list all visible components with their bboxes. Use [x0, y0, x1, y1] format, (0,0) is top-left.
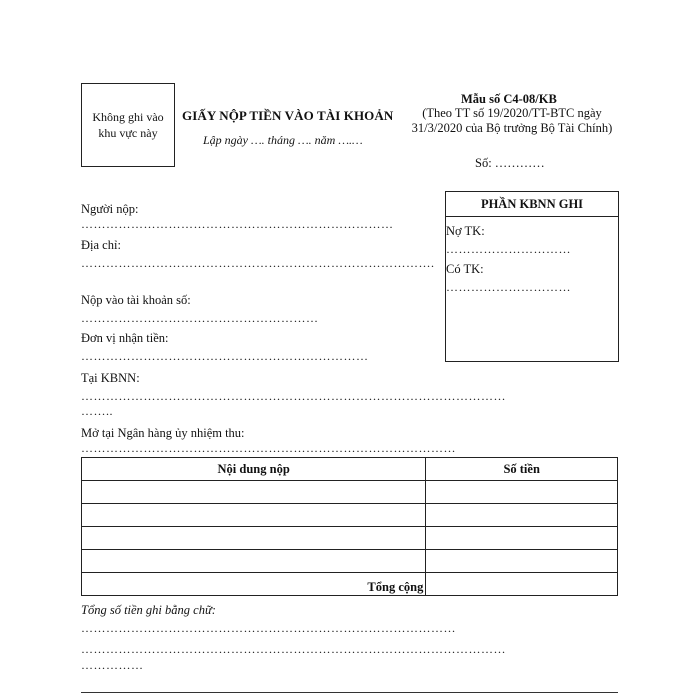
- total-amount-cell[interactable]: [426, 573, 618, 596]
- amount-cell[interactable]: [426, 504, 618, 527]
- amount-cell[interactable]: [426, 550, 618, 573]
- column-header-content: Nội dung nộp: [82, 458, 426, 481]
- content-cell[interactable]: [82, 481, 426, 504]
- bank-label: Mở tại Ngân hàng ủy nhiệm thu:: [81, 426, 245, 440]
- address-label: Địa chỉ:: [81, 238, 121, 252]
- date-line: Lập ngày …. tháng …. năm ….…: [203, 133, 363, 147]
- payer-field[interactable]: …………………………………………………………………: [81, 217, 394, 231]
- bank-field[interactable]: ………………………………………………………………………………: [81, 441, 456, 455]
- address-field[interactable]: ………………………………………………………………………….: [81, 256, 435, 270]
- document-title: GIẤY NỘP TIỀN VÀO TÀI KHOẢN: [182, 108, 394, 123]
- treasury-field[interactable]: …………………………………………………………………………………………: [81, 389, 506, 403]
- content-cell[interactable]: [82, 527, 426, 550]
- treasury-label: Tại KBNN:: [81, 371, 140, 385]
- table-row: [82, 481, 618, 504]
- amount-cell[interactable]: [426, 481, 618, 504]
- form-code: Mẫu số C4-08/KB: [461, 92, 557, 106]
- decree-reference: (Theo TT số 19/2020/TT-BTC ngày 31/3/2020 của Bộ trưởng Bộ Tài Chính): [411, 106, 613, 135]
- content-cell[interactable]: [82, 550, 426, 573]
- treasury-field-continued[interactable]: ……..: [81, 404, 113, 418]
- payment-table: [81, 457, 618, 596]
- table-row: [82, 504, 618, 527]
- no-write-area-box: [81, 83, 175, 167]
- amount-in-words-field[interactable]: ………………………………………………………………………………: [81, 621, 456, 635]
- credit-account-label: Có TK:: [446, 262, 484, 276]
- total-label: Tổng cộng: [82, 573, 426, 596]
- payer-label: Người nộp:: [81, 202, 139, 216]
- amount-in-words-label: Tổng số tiền ghi bằng chữ:: [81, 603, 216, 617]
- column-header-amount: Số tiền: [426, 458, 618, 481]
- bottom-divider: [81, 692, 618, 693]
- kbnn-section-heading: PHẦN KBNN GHI: [446, 192, 618, 217]
- credit-account-field[interactable]: …………………………: [446, 280, 571, 294]
- debit-account-field[interactable]: …………………………: [446, 242, 571, 256]
- account-field[interactable]: …………………………………………………: [81, 311, 319, 325]
- content-cell[interactable]: [82, 504, 426, 527]
- total-row: [82, 573, 618, 596]
- amount-in-words-field-3[interactable]: ……………: [81, 658, 144, 672]
- no-write-area-text: Không ghi vào khu vực này: [92, 110, 164, 140]
- amount-in-words-field-2[interactable]: …………………………………………………………………………………………: [81, 642, 506, 656]
- account-label: Nộp vào tài khoản số:: [81, 293, 191, 307]
- table-header-row: [82, 458, 618, 481]
- amount-cell[interactable]: [426, 527, 618, 550]
- document-number: Số: …………: [475, 156, 545, 170]
- recipient-label: Đơn vị nhận tiền:: [81, 331, 169, 345]
- debit-account-label: Nợ TK:: [446, 224, 485, 238]
- table-row: [82, 550, 618, 573]
- recipient-field[interactable]: ……………………………………………………………: [81, 349, 369, 363]
- table-row: [82, 527, 618, 550]
